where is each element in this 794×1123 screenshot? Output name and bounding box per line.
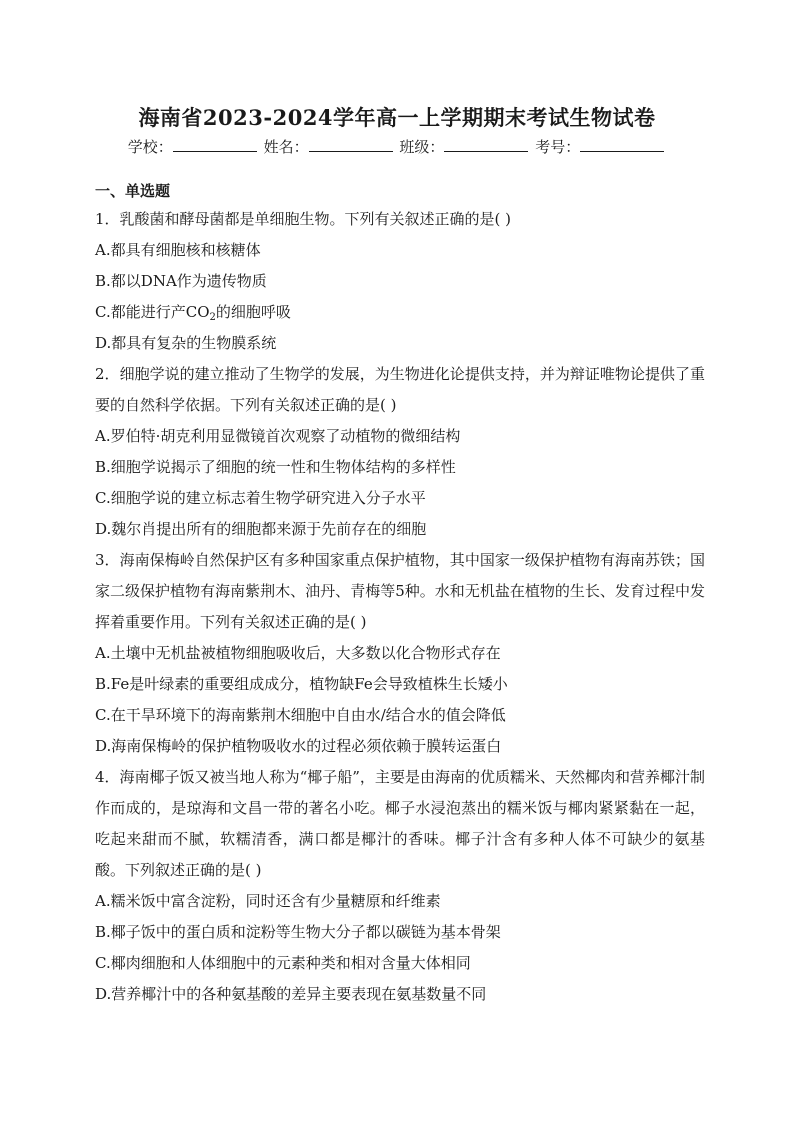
field-school: [128, 136, 259, 157]
field-name: [264, 136, 395, 157]
question-2: [95, 359, 705, 545]
exam-title: 海南省2023-2024学年高一上学期期末考试生物试卷: [138, 105, 656, 130]
exam-content: [95, 178, 705, 1010]
field-label: 学校：: [127, 138, 173, 156]
field-label: 班级：: [399, 138, 445, 156]
option-c-text: C.都能进行产CO: [95, 303, 210, 321]
field-exam-number: [535, 136, 666, 157]
option-d: D.都具有复杂的生物膜系统: [95, 334, 277, 352]
option-b: B.Fe是叶绿素的重要组成成分，植物缺Fe会导致植株生长矮小: [95, 675, 508, 693]
student-info-row: [0, 136, 794, 157]
question-3: [95, 545, 705, 762]
field-label: 考号：: [535, 138, 581, 156]
class-blank[interactable]: [444, 137, 528, 152]
question-stem: 3．海南保梅岭自然保护区有多种国家重点保护植物，其中国家一级保护植物有海南苏铁；国家二级保护植物有海南紫荆木、油丹、青梅等5种。水和无机盐在植物的生长、发育过程中发挥着重要作用。下列有关叙述正确的是( ): [95, 551, 705, 631]
option-b: B.细胞学说揭示了细胞的统一性和生物体结构的多样性: [95, 458, 456, 476]
option-d: D.营养椰汁中的各种氨基酸的差异主要表现在氨基数量不同: [95, 985, 487, 1003]
option-a: A.土壤中无机盐被植物细胞吸收后，大多数以化合物形式存在: [95, 644, 501, 662]
option-b: B.都以DNA作为遗传物质: [95, 272, 267, 290]
option-c: [95, 297, 705, 328]
section-heading: 一、单选题: [95, 182, 171, 200]
question-stem: 4．海南椰子饭又被当地人称为“椰子船”，主要是由海南的优质糯米、天然椰肉和营养椰汁制作而成的，是琼海和文昌一带的著名小吃。椰子水浸泡蒸出的糯米饭与椰肉紧紧黏在一起，吃起来甜而不腻，软糯清香，满口都是椰汁的香味。椰子汁含有多种人体不可缺少的氨基酸。下列叙述正确的是( ): [95, 768, 705, 879]
option-c: C.椰肉细胞和人体细胞中的元素种类和相对含量大体相同: [95, 954, 471, 972]
option-d: D.海南保梅岭的保护植物吸收水的过程必须依赖于膜转运蛋白: [95, 737, 502, 755]
question-1: [95, 204, 705, 359]
question-4: [95, 762, 705, 1010]
exam-number-blank[interactable]: [580, 137, 664, 152]
field-label: 姓名：: [263, 138, 309, 156]
school-blank[interactable]: [173, 137, 257, 152]
question-stem: 1．乳酸菌和酵母菌都是单细胞生物。下列有关叙述正确的是( ): [95, 210, 512, 228]
option-c-text-end: 的细胞呼吸: [215, 303, 291, 321]
option-b: B.椰子饭中的蛋白质和淀粉等生物大分子都以碳链为基本骨架: [95, 923, 501, 941]
subscript-2: 2: [209, 312, 216, 323]
name-blank[interactable]: [309, 137, 393, 152]
option-a: A.糯米饭中富含淀粉，同时还含有少量糖原和纤维素: [95, 892, 441, 910]
field-class: [399, 136, 530, 157]
option-c: C.细胞学说的建立标志着生物学研究进入分子水平: [95, 489, 426, 507]
option-d: D.魏尔肖提出所有的细胞都来源于先前存在的细胞: [95, 520, 427, 538]
question-stem: 2．细胞学说的建立推动了生物学的发展，为生物进化论提供支持，并为辩证唯物论提供了重要的自然科学依据。下列有关叙述正确的是( ): [95, 365, 705, 414]
option-a: A.罗伯特·胡克利用显微镜首次观察了动植物的微细结构: [95, 427, 461, 445]
option-a: A.都具有细胞核和核糖体: [95, 241, 261, 259]
option-c: C.在干旱环境下的海南紫荆木细胞中自由水/结合水的值会降低: [95, 706, 506, 724]
